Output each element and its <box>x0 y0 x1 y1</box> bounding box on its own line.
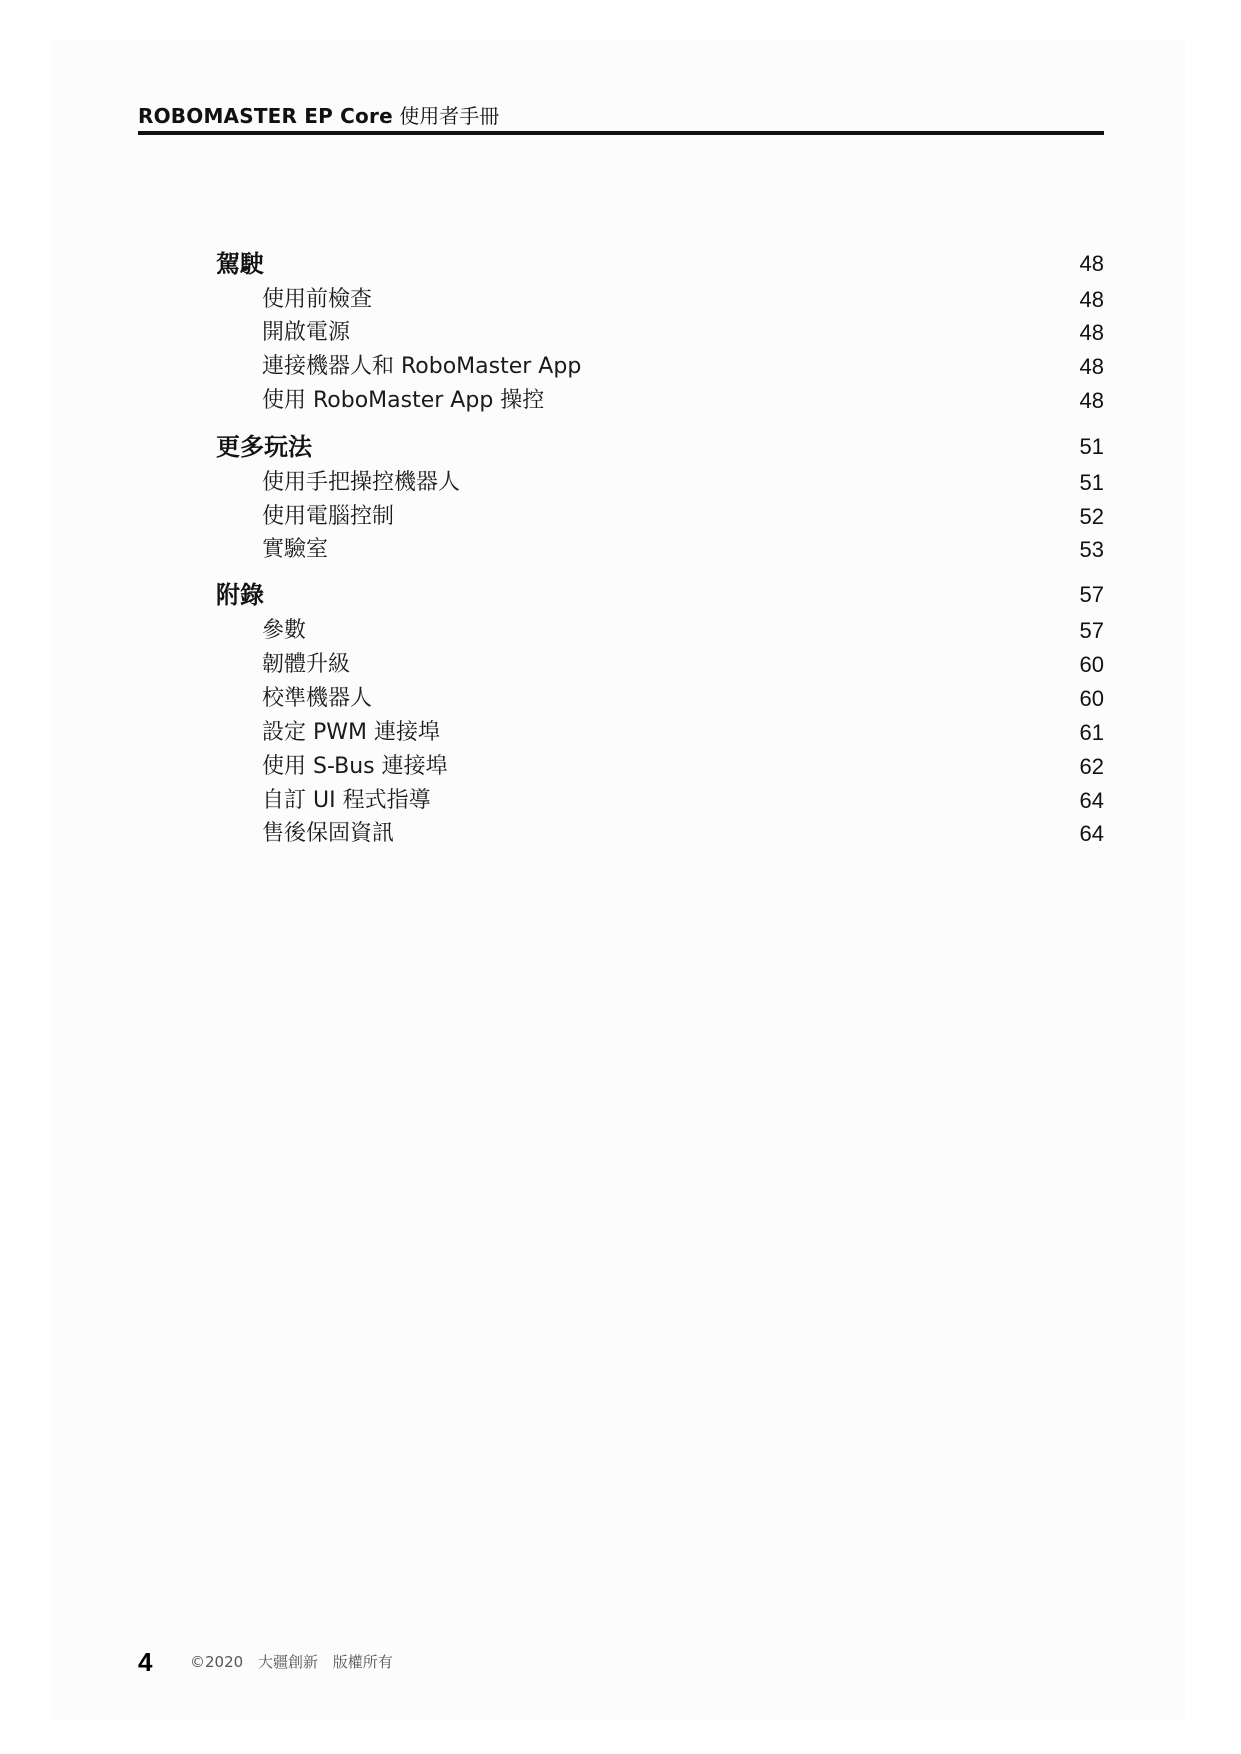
toc-entry-title: 使用前檢查 <box>262 287 373 312</box>
header-rule <box>138 131 1104 135</box>
toc-entry-title: 實驗室 <box>262 537 329 562</box>
toc-entry-title: 韌體升級 <box>262 652 351 677</box>
toc-entry-page: 48 <box>1079 388 1104 413</box>
toc-entry[interactable] <box>216 785 1104 817</box>
toc-entry-page: 48 <box>1079 320 1104 345</box>
toc-entry-page: 61 <box>1079 720 1104 745</box>
toc-entry-title: 開啟電源 <box>262 320 351 345</box>
toc-entry-title: 設定 PWM 連接埠 <box>262 720 440 745</box>
toc-entry-page: 48 <box>1079 354 1104 379</box>
running-header <box>138 102 1104 130</box>
toc-entry-page: 53 <box>1079 537 1104 562</box>
toc-entry[interactable] <box>216 248 1104 280</box>
document-subtitle: 使用者手冊 <box>399 104 500 128</box>
toc-entry-title: 參數 <box>262 618 307 643</box>
toc-entry-title: 使用 S-Bus 連接埠 <box>262 754 448 779</box>
document-title <box>138 102 1104 130</box>
toc-entry[interactable] <box>216 284 1104 316</box>
toc-entry[interactable] <box>216 751 1104 783</box>
toc-entry[interactable] <box>216 431 1104 463</box>
toc-entry[interactable] <box>216 615 1104 647</box>
toc-entry[interactable] <box>216 649 1104 681</box>
toc-entry[interactable] <box>216 467 1104 499</box>
toc-entry[interactable] <box>216 385 1104 417</box>
toc-entry-title: 使用手把操控機器人 <box>262 470 461 495</box>
toc-entry-page: 57 <box>1079 618 1104 643</box>
toc-entry-title: 連接機器人和 RoboMaster App <box>262 354 582 379</box>
toc-entry[interactable] <box>216 717 1104 749</box>
toc-entry[interactable] <box>216 683 1104 715</box>
toc-entry-page: 64 <box>1079 821 1104 846</box>
brand-name: ROBOMASTER EP Core <box>138 104 393 128</box>
toc-entry-page: 48 <box>1079 287 1104 312</box>
toc-entry[interactable] <box>216 579 1104 611</box>
toc-entry-title: 校準機器人 <box>262 686 373 711</box>
toc-entry[interactable] <box>216 501 1104 533</box>
toc-entry[interactable] <box>216 317 1104 349</box>
toc-entry-title: 使用 RoboMaster App 操控 <box>262 388 545 413</box>
toc-entry-title: 售後保固資訊 <box>262 821 395 846</box>
toc-entry-page: 57 <box>1079 582 1104 607</box>
toc-entry-title: 更多玩法 <box>216 433 312 461</box>
toc-entry-title: 使用電腦控制 <box>262 504 395 529</box>
toc-entry-page: 60 <box>1079 686 1104 711</box>
toc-entry-page: 51 <box>1079 434 1104 459</box>
toc-entry-page: 51 <box>1079 470 1104 495</box>
toc-entry-page: 62 <box>1079 754 1104 779</box>
toc-entry[interactable] <box>216 818 1104 850</box>
toc-entry-title: 自訂 UI 程式指導 <box>262 788 431 813</box>
toc-entry-page: 48 <box>1079 251 1104 276</box>
copyright-notice: ©2020 大疆創新 版權所有 <box>190 1653 393 1671</box>
toc-entry-page: 60 <box>1079 652 1104 677</box>
toc-entry[interactable] <box>216 351 1104 383</box>
page-footer <box>138 1644 738 1680</box>
page-number: 4 <box>138 1647 153 1677</box>
toc-entry-title: 駕駛 <box>216 250 264 278</box>
toc-entry-page: 52 <box>1079 504 1104 529</box>
toc-entry[interactable] <box>216 534 1104 566</box>
toc-entry-title: 附錄 <box>216 581 264 609</box>
toc-entry-page: 64 <box>1079 788 1104 813</box>
